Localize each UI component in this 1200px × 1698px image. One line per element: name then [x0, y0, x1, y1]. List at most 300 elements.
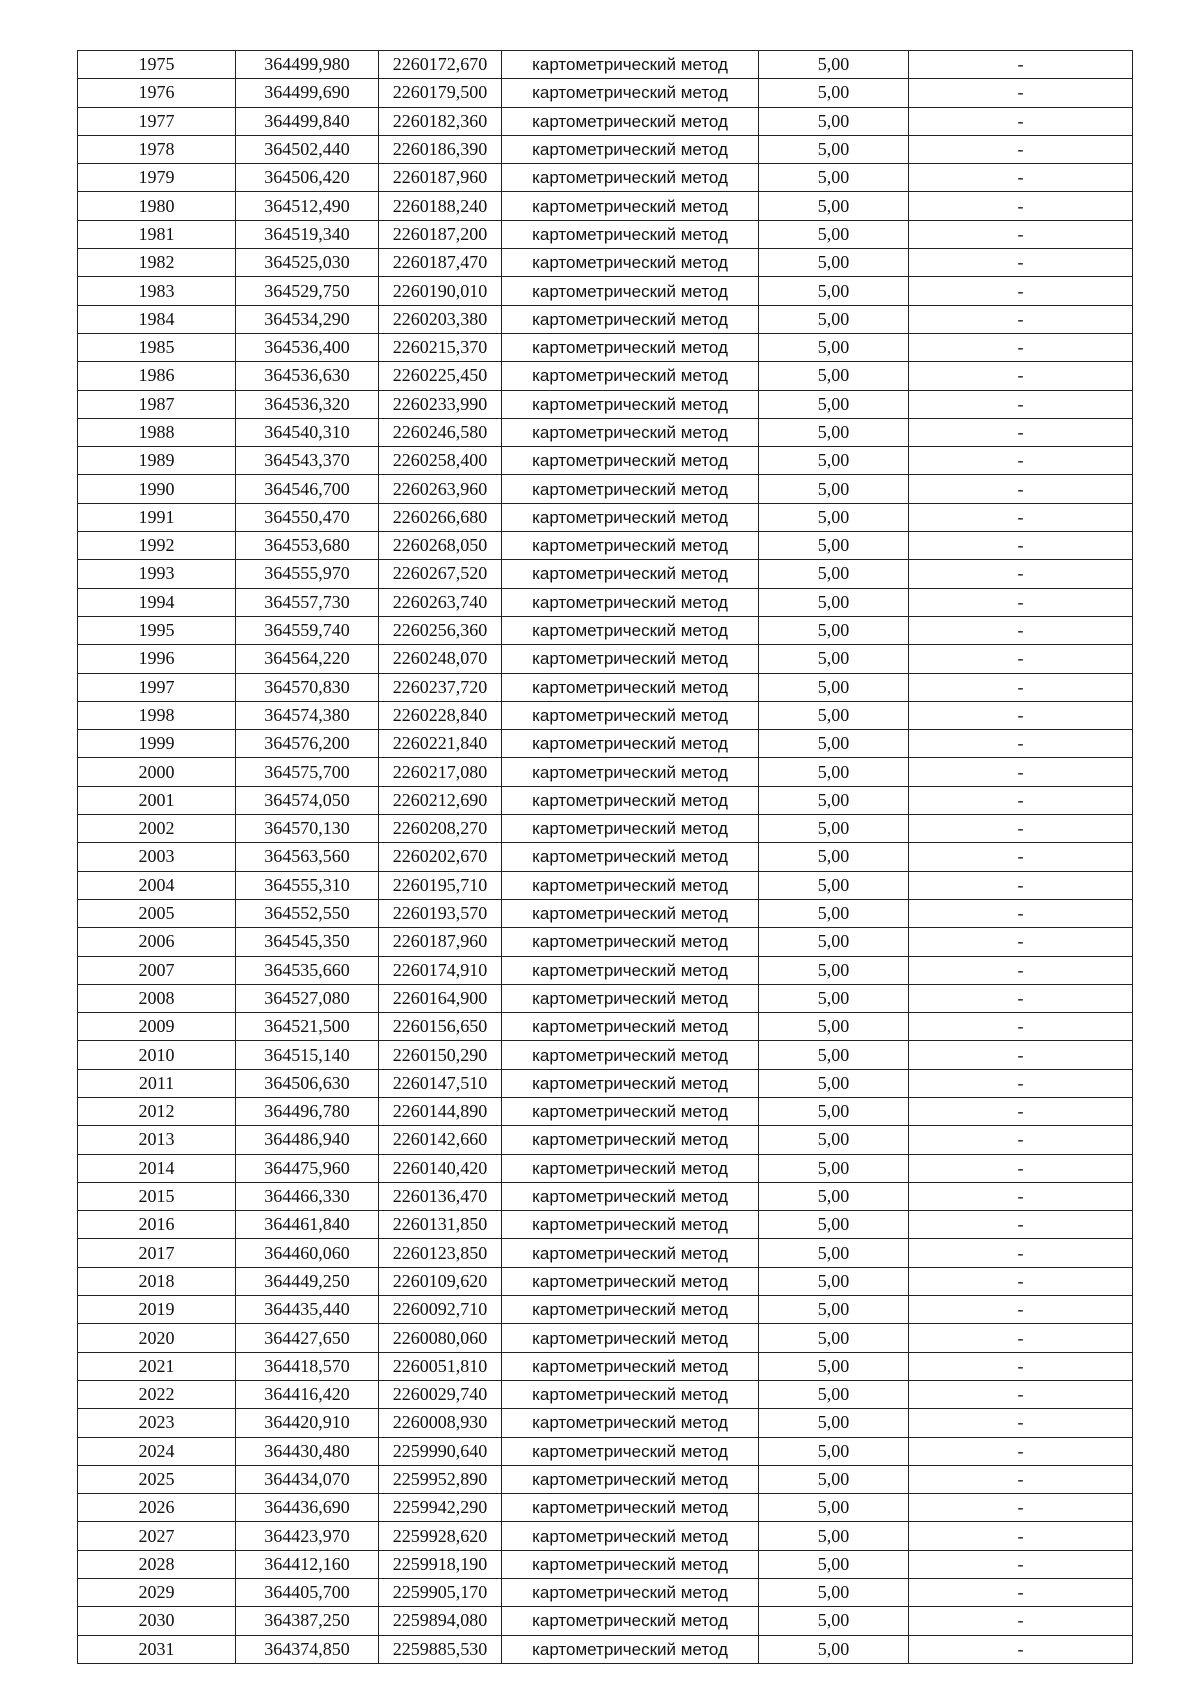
- method-cell: картометрический метод: [502, 730, 759, 758]
- accuracy-cell: 5,00: [759, 616, 909, 644]
- note-cell: -: [909, 277, 1133, 305]
- y-coordinate-cell: 2260212,690: [379, 786, 502, 814]
- y-coordinate-cell: 2260225,450: [379, 362, 502, 390]
- table-row: [78, 1239, 1133, 1267]
- method-cell: картометрический метод: [502, 588, 759, 616]
- table-row: [78, 220, 1133, 248]
- table-row: [78, 532, 1133, 560]
- note-cell: -: [909, 1465, 1133, 1493]
- method-cell: картометрический метод: [502, 79, 759, 107]
- y-coordinate-cell: 2260208,270: [379, 815, 502, 843]
- note-cell: -: [909, 79, 1133, 107]
- table-row: [78, 475, 1133, 503]
- note-cell: -: [909, 956, 1133, 984]
- point-number-cell: 1986: [78, 362, 236, 390]
- accuracy-cell: 5,00: [759, 1522, 909, 1550]
- note-cell: -: [909, 1211, 1133, 1239]
- accuracy-cell: 5,00: [759, 51, 909, 79]
- accuracy-cell: 5,00: [759, 532, 909, 560]
- y-coordinate-cell: 2260266,680: [379, 503, 502, 531]
- accuracy-cell: 5,00: [759, 1380, 909, 1408]
- method-cell: картометрический метод: [502, 1352, 759, 1380]
- point-number-cell: 1991: [78, 503, 236, 531]
- x-coordinate-cell: 364435,440: [236, 1296, 379, 1324]
- x-coordinate-cell: 364575,700: [236, 758, 379, 786]
- table-row: [78, 51, 1133, 79]
- point-number-cell: 1984: [78, 305, 236, 333]
- note-cell: -: [909, 220, 1133, 248]
- x-coordinate-cell: 364515,140: [236, 1041, 379, 1069]
- note-cell: -: [909, 362, 1133, 390]
- y-coordinate-cell: 2260217,080: [379, 758, 502, 786]
- table-row: [78, 616, 1133, 644]
- note-cell: -: [909, 1013, 1133, 1041]
- y-coordinate-cell: 2259918,190: [379, 1550, 502, 1578]
- table-row: [78, 1380, 1133, 1408]
- method-cell: картометрический метод: [502, 1211, 759, 1239]
- note-cell: -: [909, 1635, 1133, 1663]
- x-coordinate-cell: 364412,160: [236, 1550, 379, 1578]
- point-number-cell: 2012: [78, 1097, 236, 1125]
- y-coordinate-cell: 2259905,170: [379, 1579, 502, 1607]
- table-row: [78, 1607, 1133, 1635]
- x-coordinate-cell: 364475,960: [236, 1154, 379, 1182]
- accuracy-cell: 5,00: [759, 1437, 909, 1465]
- x-coordinate-cell: 364555,970: [236, 560, 379, 588]
- method-cell: картометрический метод: [502, 616, 759, 644]
- table-row: [78, 1041, 1133, 1069]
- method-cell: картометрический метод: [502, 475, 759, 503]
- method-cell: картометрический метод: [502, 956, 759, 984]
- x-coordinate-cell: 364564,220: [236, 645, 379, 673]
- method-cell: картометрический метод: [502, 899, 759, 927]
- x-coordinate-cell: 364496,780: [236, 1097, 379, 1125]
- point-number-cell: 2013: [78, 1126, 236, 1154]
- point-number-cell: 1980: [78, 192, 236, 220]
- table-row: [78, 1013, 1133, 1041]
- method-cell: картометрический метод: [502, 51, 759, 79]
- accuracy-cell: 5,00: [759, 447, 909, 475]
- note-cell: -: [909, 616, 1133, 644]
- method-cell: картометрический метод: [502, 1380, 759, 1408]
- method-cell: картометрический метод: [502, 1041, 759, 1069]
- x-coordinate-cell: 364420,910: [236, 1409, 379, 1437]
- point-number-cell: 1985: [78, 333, 236, 361]
- point-number-cell: 2026: [78, 1494, 236, 1522]
- x-coordinate-cell: 364553,680: [236, 532, 379, 560]
- accuracy-cell: 5,00: [759, 786, 909, 814]
- x-coordinate-cell: 364543,370: [236, 447, 379, 475]
- accuracy-cell: 5,00: [759, 1211, 909, 1239]
- method-cell: картометрический метод: [502, 758, 759, 786]
- method-cell: картометрический метод: [502, 645, 759, 673]
- point-number-cell: 1975: [78, 51, 236, 79]
- accuracy-cell: 5,00: [759, 588, 909, 616]
- point-number-cell: 2002: [78, 815, 236, 843]
- table-row: [78, 1352, 1133, 1380]
- point-number-cell: 1994: [78, 588, 236, 616]
- y-coordinate-cell: 2260144,890: [379, 1097, 502, 1125]
- note-cell: -: [909, 1607, 1133, 1635]
- y-coordinate-cell: 2260147,510: [379, 1069, 502, 1097]
- note-cell: -: [909, 1409, 1133, 1437]
- y-coordinate-cell: 2260237,720: [379, 673, 502, 701]
- method-cell: картометрический метод: [502, 843, 759, 871]
- note-cell: -: [909, 758, 1133, 786]
- note-cell: -: [909, 871, 1133, 899]
- y-coordinate-cell: 2260150,290: [379, 1041, 502, 1069]
- accuracy-cell: 5,00: [759, 1324, 909, 1352]
- point-number-cell: 2030: [78, 1607, 236, 1635]
- note-cell: -: [909, 532, 1133, 560]
- accuracy-cell: 5,00: [759, 1013, 909, 1041]
- note-cell: -: [909, 390, 1133, 418]
- accuracy-cell: 5,00: [759, 475, 909, 503]
- y-coordinate-cell: 2260258,400: [379, 447, 502, 475]
- point-number-cell: 1981: [78, 220, 236, 248]
- table-row: [78, 730, 1133, 758]
- y-coordinate-cell: 2260193,570: [379, 899, 502, 927]
- note-cell: -: [909, 1324, 1133, 1352]
- x-coordinate-cell: 364374,850: [236, 1635, 379, 1663]
- note-cell: -: [909, 333, 1133, 361]
- note-cell: -: [909, 192, 1133, 220]
- accuracy-cell: 5,00: [759, 249, 909, 277]
- x-coordinate-cell: 364570,830: [236, 673, 379, 701]
- accuracy-cell: 5,00: [759, 164, 909, 192]
- point-number-cell: 1977: [78, 107, 236, 135]
- method-cell: картометрический метод: [502, 1635, 759, 1663]
- accuracy-cell: 5,00: [759, 1126, 909, 1154]
- table-row: [78, 333, 1133, 361]
- table-row: [78, 1211, 1133, 1239]
- x-coordinate-cell: 364557,730: [236, 588, 379, 616]
- x-coordinate-cell: 364574,380: [236, 701, 379, 729]
- method-cell: картометрический метод: [502, 1296, 759, 1324]
- note-cell: -: [909, 135, 1133, 163]
- y-coordinate-cell: 2260203,380: [379, 305, 502, 333]
- accuracy-cell: 5,00: [759, 1267, 909, 1295]
- note-cell: -: [909, 1494, 1133, 1522]
- x-coordinate-cell: 364502,440: [236, 135, 379, 163]
- method-cell: картометрический метод: [502, 164, 759, 192]
- point-number-cell: 1999: [78, 730, 236, 758]
- note-cell: -: [909, 1239, 1133, 1267]
- method-cell: картометрический метод: [502, 249, 759, 277]
- point-number-cell: 1996: [78, 645, 236, 673]
- table-row: [78, 79, 1133, 107]
- table-row: [78, 843, 1133, 871]
- x-coordinate-cell: 364525,030: [236, 249, 379, 277]
- table-row: [78, 1126, 1133, 1154]
- point-number-cell: 2023: [78, 1409, 236, 1437]
- note-cell: -: [909, 1380, 1133, 1408]
- accuracy-cell: 5,00: [759, 107, 909, 135]
- method-cell: картометрический метод: [502, 1267, 759, 1295]
- point-number-cell: 2019: [78, 1296, 236, 1324]
- accuracy-cell: 5,00: [759, 673, 909, 701]
- accuracy-cell: 5,00: [759, 1409, 909, 1437]
- x-coordinate-cell: 364536,400: [236, 333, 379, 361]
- point-number-cell: 2016: [78, 1211, 236, 1239]
- table-row: [78, 956, 1133, 984]
- y-coordinate-cell: 2260246,580: [379, 418, 502, 446]
- method-cell: картометрический метод: [502, 1409, 759, 1437]
- x-coordinate-cell: 364535,660: [236, 956, 379, 984]
- method-cell: картометрический метод: [502, 928, 759, 956]
- accuracy-cell: 5,00: [759, 1550, 909, 1578]
- accuracy-cell: 5,00: [759, 390, 909, 418]
- x-coordinate-cell: 364536,630: [236, 362, 379, 390]
- note-cell: -: [909, 730, 1133, 758]
- point-number-cell: 1987: [78, 390, 236, 418]
- accuracy-cell: 5,00: [759, 871, 909, 899]
- x-coordinate-cell: 364574,050: [236, 786, 379, 814]
- point-number-cell: 2001: [78, 786, 236, 814]
- method-cell: картометрический метод: [502, 1239, 759, 1267]
- table-row: [78, 164, 1133, 192]
- y-coordinate-cell: 2260109,620: [379, 1267, 502, 1295]
- table-row: [78, 1267, 1133, 1295]
- point-number-cell: 2003: [78, 843, 236, 871]
- point-number-cell: 1992: [78, 532, 236, 560]
- point-number-cell: 1990: [78, 475, 236, 503]
- accuracy-cell: 5,00: [759, 701, 909, 729]
- point-number-cell: 2018: [78, 1267, 236, 1295]
- note-cell: -: [909, 815, 1133, 843]
- point-number-cell: 2015: [78, 1182, 236, 1210]
- x-coordinate-cell: 364430,480: [236, 1437, 379, 1465]
- accuracy-cell: 5,00: [759, 305, 909, 333]
- x-coordinate-cell: 364576,200: [236, 730, 379, 758]
- table-row: [78, 1579, 1133, 1607]
- x-coordinate-cell: 364486,940: [236, 1126, 379, 1154]
- accuracy-cell: 5,00: [759, 843, 909, 871]
- x-coordinate-cell: 364546,700: [236, 475, 379, 503]
- x-coordinate-cell: 364387,250: [236, 1607, 379, 1635]
- point-number-cell: 2024: [78, 1437, 236, 1465]
- point-number-cell: 1983: [78, 277, 236, 305]
- y-coordinate-cell: 2260008,930: [379, 1409, 502, 1437]
- note-cell: -: [909, 1550, 1133, 1578]
- y-coordinate-cell: 2260182,360: [379, 107, 502, 135]
- accuracy-cell: 5,00: [759, 1182, 909, 1210]
- point-number-cell: 2000: [78, 758, 236, 786]
- y-coordinate-cell: 2260187,960: [379, 928, 502, 956]
- accuracy-cell: 5,00: [759, 1635, 909, 1663]
- table-row: [78, 1494, 1133, 1522]
- table-row: [78, 560, 1133, 588]
- table-row: [78, 1635, 1133, 1663]
- accuracy-cell: 5,00: [759, 730, 909, 758]
- point-number-cell: 1988: [78, 418, 236, 446]
- y-coordinate-cell: 2260256,360: [379, 616, 502, 644]
- point-number-cell: 2010: [78, 1041, 236, 1069]
- table-row: [78, 1069, 1133, 1097]
- table-row: [78, 1522, 1133, 1550]
- accuracy-cell: 5,00: [759, 1041, 909, 1069]
- method-cell: картометрический метод: [502, 786, 759, 814]
- y-coordinate-cell: 2260123,850: [379, 1239, 502, 1267]
- y-coordinate-cell: 2260142,660: [379, 1126, 502, 1154]
- point-number-cell: 2031: [78, 1635, 236, 1663]
- method-cell: картометрический метод: [502, 701, 759, 729]
- x-coordinate-cell: 364527,080: [236, 984, 379, 1012]
- note-cell: -: [909, 107, 1133, 135]
- note-cell: -: [909, 899, 1133, 927]
- accuracy-cell: 5,00: [759, 1494, 909, 1522]
- accuracy-cell: 5,00: [759, 135, 909, 163]
- accuracy-cell: 5,00: [759, 1239, 909, 1267]
- method-cell: картометрический метод: [502, 560, 759, 588]
- point-number-cell: 1982: [78, 249, 236, 277]
- x-coordinate-cell: 364499,690: [236, 79, 379, 107]
- table-row: [78, 1097, 1133, 1125]
- note-cell: -: [909, 305, 1133, 333]
- method-cell: картометрический метод: [502, 1182, 759, 1210]
- note-cell: -: [909, 475, 1133, 503]
- x-coordinate-cell: 364534,290: [236, 305, 379, 333]
- x-coordinate-cell: 364499,840: [236, 107, 379, 135]
- accuracy-cell: 5,00: [759, 1069, 909, 1097]
- note-cell: -: [909, 1154, 1133, 1182]
- method-cell: картометрический метод: [502, 1494, 759, 1522]
- coordinates-table: [77, 50, 1133, 1664]
- y-coordinate-cell: 2260233,990: [379, 390, 502, 418]
- point-number-cell: 2017: [78, 1239, 236, 1267]
- point-number-cell: 2028: [78, 1550, 236, 1578]
- note-cell: -: [909, 418, 1133, 446]
- note-cell: -: [909, 447, 1133, 475]
- y-coordinate-cell: 2260131,850: [379, 1211, 502, 1239]
- point-number-cell: 2011: [78, 1069, 236, 1097]
- note-cell: -: [909, 1522, 1133, 1550]
- accuracy-cell: 5,00: [759, 362, 909, 390]
- y-coordinate-cell: 2260263,960: [379, 475, 502, 503]
- note-cell: -: [909, 984, 1133, 1012]
- note-cell: -: [909, 843, 1133, 871]
- y-coordinate-cell: 2260221,840: [379, 730, 502, 758]
- point-number-cell: 2007: [78, 956, 236, 984]
- y-coordinate-cell: 2260174,910: [379, 956, 502, 984]
- method-cell: картометрический метод: [502, 192, 759, 220]
- x-coordinate-cell: 364555,310: [236, 871, 379, 899]
- point-number-cell: 2025: [78, 1465, 236, 1493]
- point-number-cell: 2022: [78, 1380, 236, 1408]
- accuracy-cell: 5,00: [759, 984, 909, 1012]
- point-number-cell: 2020: [78, 1324, 236, 1352]
- accuracy-cell: 5,00: [759, 192, 909, 220]
- y-coordinate-cell: 2260202,670: [379, 843, 502, 871]
- method-cell: картометрический метод: [502, 277, 759, 305]
- table-row: [78, 871, 1133, 899]
- table-row: [78, 815, 1133, 843]
- table-row: [78, 928, 1133, 956]
- method-cell: картометрический метод: [502, 532, 759, 560]
- note-cell: -: [909, 1182, 1133, 1210]
- note-cell: -: [909, 503, 1133, 531]
- accuracy-cell: 5,00: [759, 645, 909, 673]
- y-coordinate-cell: 2260179,500: [379, 79, 502, 107]
- method-cell: картометрический метод: [502, 390, 759, 418]
- accuracy-cell: 5,00: [759, 79, 909, 107]
- method-cell: картометрический метод: [502, 1126, 759, 1154]
- table-row: [78, 1324, 1133, 1352]
- x-coordinate-cell: 364499,980: [236, 51, 379, 79]
- method-cell: картометрический метод: [502, 815, 759, 843]
- x-coordinate-cell: 364405,700: [236, 1579, 379, 1607]
- y-coordinate-cell: 2259928,620: [379, 1522, 502, 1550]
- y-coordinate-cell: 2260140,420: [379, 1154, 502, 1182]
- x-coordinate-cell: 364559,740: [236, 616, 379, 644]
- table-row: [78, 645, 1133, 673]
- note-cell: -: [909, 164, 1133, 192]
- y-coordinate-cell: 2260187,960: [379, 164, 502, 192]
- point-number-cell: 2004: [78, 871, 236, 899]
- y-coordinate-cell: 2260187,470: [379, 249, 502, 277]
- accuracy-cell: 5,00: [759, 899, 909, 927]
- accuracy-cell: 5,00: [759, 333, 909, 361]
- point-number-cell: 2005: [78, 899, 236, 927]
- x-coordinate-cell: 364423,970: [236, 1522, 379, 1550]
- method-cell: картометрический метод: [502, 1324, 759, 1352]
- table-row: [78, 447, 1133, 475]
- y-coordinate-cell: 2260248,070: [379, 645, 502, 673]
- method-cell: картометрический метод: [502, 418, 759, 446]
- method-cell: картометрический метод: [502, 1607, 759, 1635]
- table-row: [78, 1182, 1133, 1210]
- point-number-cell: 1976: [78, 79, 236, 107]
- method-cell: картометрический метод: [502, 220, 759, 248]
- note-cell: -: [909, 1041, 1133, 1069]
- table-row: [78, 984, 1133, 1012]
- x-coordinate-cell: 364519,340: [236, 220, 379, 248]
- y-coordinate-cell: 2260164,900: [379, 984, 502, 1012]
- accuracy-cell: 5,00: [759, 1154, 909, 1182]
- y-coordinate-cell: 2260268,050: [379, 532, 502, 560]
- note-cell: -: [909, 786, 1133, 814]
- table-row: [78, 1154, 1133, 1182]
- note-cell: -: [909, 560, 1133, 588]
- method-cell: картометрический метод: [502, 1013, 759, 1041]
- table-row: [78, 1296, 1133, 1324]
- method-cell: картометрический метод: [502, 447, 759, 475]
- accuracy-cell: 5,00: [759, 1579, 909, 1607]
- y-coordinate-cell: 2260215,370: [379, 333, 502, 361]
- y-coordinate-cell: 2260172,670: [379, 51, 502, 79]
- point-number-cell: 2029: [78, 1579, 236, 1607]
- y-coordinate-cell: 2259942,290: [379, 1494, 502, 1522]
- x-coordinate-cell: 364416,420: [236, 1380, 379, 1408]
- method-cell: картометрический метод: [502, 1465, 759, 1493]
- method-cell: картометрический метод: [502, 107, 759, 135]
- table-row: [78, 701, 1133, 729]
- x-coordinate-cell: 364570,130: [236, 815, 379, 843]
- y-coordinate-cell: 2260080,060: [379, 1324, 502, 1352]
- y-coordinate-cell: 2259952,890: [379, 1465, 502, 1493]
- method-cell: картометрический метод: [502, 1069, 759, 1097]
- point-number-cell: 2014: [78, 1154, 236, 1182]
- table-row: [78, 135, 1133, 163]
- x-coordinate-cell: 364436,690: [236, 1494, 379, 1522]
- point-number-cell: 1998: [78, 701, 236, 729]
- accuracy-cell: 5,00: [759, 277, 909, 305]
- method-cell: картометрический метод: [502, 362, 759, 390]
- method-cell: картометрический метод: [502, 305, 759, 333]
- y-coordinate-cell: 2260186,390: [379, 135, 502, 163]
- point-number-cell: 2027: [78, 1522, 236, 1550]
- note-cell: -: [909, 1579, 1133, 1607]
